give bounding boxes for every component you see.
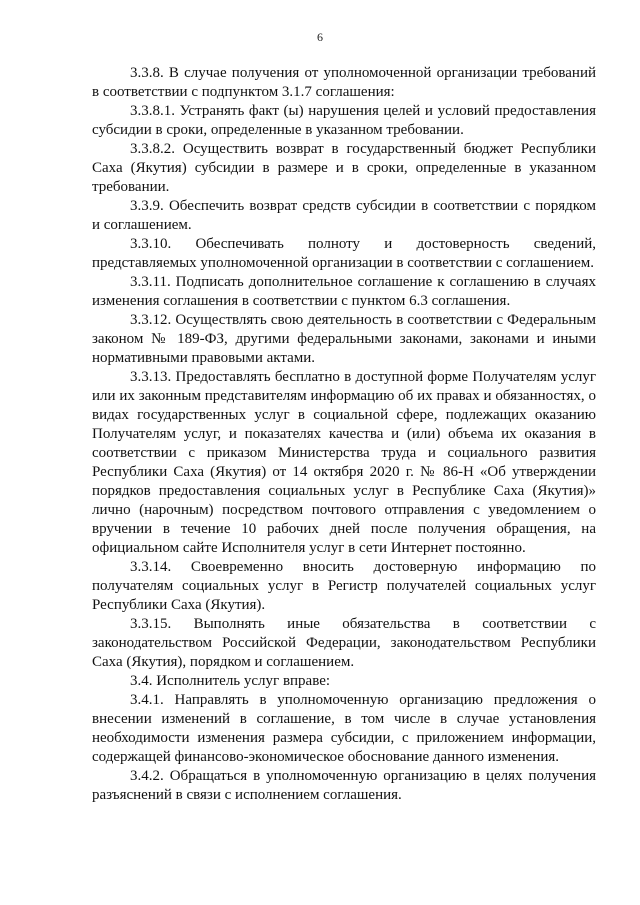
paragraph-3-3-13: 3.3.13. Предоставлять бесплатно в доступной форме Получателям услуг или их законным представителям информацию об их правах и обязанностях, о видах государственных услуг в социальной сфере, подлежащих оказанию Получателям услуг, и показателях качества и (или) объема их оказания в соответствии с приказом Министерства труда и социального развития Республики Саха (Якутия) от 14 октября 2020 г. № 86-Н «Об утверждении порядков предоставления социальных услуг в Республике Саха (Якутия)» лично (нарочным) посредством почтового отправления с уведомлением о вручении в течение 10 рабочих дней после получения обращения, на официальном сайте Исполнителя услуг в сети Интернет постоянно. xyxy=(92,369,596,556)
paragraph-3-3-8-1: 3.3.8.1. Устранять факт (ы) нарушения целей и условий предоставления субсидии в сроки, определенные в указанном требовании. xyxy=(92,103,596,138)
paragraph-3-3-9: 3.3.9. Обеспечить возврат средств субсидии в соответствии с порядком и соглашением. xyxy=(92,198,596,233)
page-number: 6 xyxy=(317,30,323,44)
paragraph-3-3-8: 3.3.8. В случае получения от уполномоченной организации требований в соответствии с подпунктом 3.1.7 соглашения: xyxy=(92,65,596,100)
paragraph-3-3-15: 3.3.15. Выполнять иные обязательства в соответствии с законодательством Российской Федерации, законодательством Республики Саха (Якутия), порядком и соглашением. xyxy=(92,616,596,670)
paragraph-3-4-1: 3.4.1. Направлять в уполномоченную организацию предложения о внесении изменений в соглашение, в том числе в случае установления необходимости изменения размера субсидии, с приложением информации, содержащей финансово-экономическое обоснование данного изменения. xyxy=(92,692,596,765)
paragraph-3-3-12: 3.3.12. Осуществлять свою деятельность в соответствии с Федеральным законом № 189-ФЗ, другими федеральными законами, законами и иными нормативными правовыми актами. xyxy=(92,312,596,366)
paragraph-3-4-2: 3.4.2. Обращаться в уполномоченную организацию в целях получения разъяснений в связи с исполнением соглашения. xyxy=(92,768,596,803)
document-body xyxy=(92,64,596,805)
paragraph-3-3-10: 3.3.10. Обеспечивать полноту и достоверность сведений, представляемых уполномоченной организации в соответствии с соглашением. xyxy=(92,236,596,271)
paragraph-3-3-14: 3.3.14. Своевременно вносить достоверную информацию по получателям социальных услуг в Регистр получателей социальных услуг Республики Саха (Якутия). xyxy=(92,559,596,613)
paragraph-3-3-8-2: 3.3.8.2. Осуществить возврат в государственный бюджет Республики Саха (Якутия) субсидии в размере и в сроки, определенные в указанном требовании. xyxy=(92,141,596,195)
paragraph-3-3-11: 3.3.11. Подписать дополнительное соглашение к соглашению в случаях изменения соглашения в соответствии с пунктом 6.3 соглашения. xyxy=(92,274,596,309)
paragraph-3-4: 3.4. Исполнитель услуг вправе: xyxy=(130,673,331,689)
